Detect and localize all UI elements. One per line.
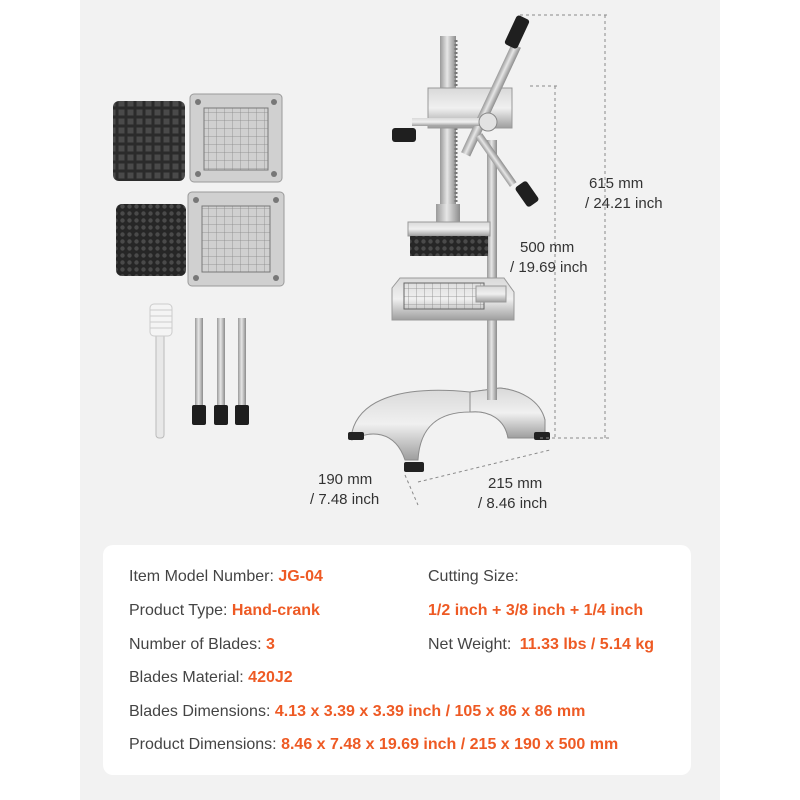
width-mm: 215 mm [488, 475, 543, 492]
spec-material [129, 668, 293, 688]
blade-grid-large [190, 94, 282, 182]
spec-blade-dims-value: 4.13 x 3.39 x 3.39 inch / 105 x 86 x 86 mm [274, 703, 586, 720]
spec-card [103, 545, 691, 775]
height-blade-inch: / 19.69 inch [510, 259, 588, 276]
height-blade-label [510, 238, 588, 278]
height-blade-mm: 500 mm [520, 239, 575, 256]
blade-grid-small [188, 192, 284, 286]
spec-type-value: Hand-crank [231, 602, 320, 619]
spec-type-label: Product Type: [129, 602, 228, 619]
height-total-mm: 615 mm [589, 175, 644, 192]
spare-legs [192, 318, 249, 425]
spec-material-label: Blades Material: [129, 669, 244, 686]
spec-type [129, 601, 320, 621]
spec-model [129, 567, 323, 587]
height-total-label [585, 174, 663, 214]
spec-cutting-value: 1/2 inch + 3/8 inch + 1/4 inch [428, 602, 644, 619]
spec-weight [428, 635, 654, 655]
spec-product-dims [129, 735, 618, 755]
spec-blade-dims-label: Blades Dimensions: [129, 703, 271, 720]
width-inch: / 8.46 inch [478, 495, 548, 512]
push-block-small [116, 204, 186, 276]
width-label [478, 474, 547, 514]
spec-product-dims-label: Product Dimensions: [129, 736, 277, 753]
spec-model-value: JG-04 [278, 568, 323, 585]
spec-blades-value: 3 [265, 636, 275, 653]
spec-model-label: Item Model Number: [129, 568, 274, 585]
spec-cutting-label: Cutting Size: [428, 568, 519, 585]
depth-mm: 190 mm [318, 471, 373, 488]
spec-blades [129, 635, 275, 655]
height-total-inch: / 24.21 inch [585, 195, 663, 212]
spec-cutting-label-row [428, 567, 519, 587]
spec-material-value: 420J2 [248, 669, 293, 686]
spec-product-dims-value: 8.46 x 7.48 x 19.69 inch / 215 x 190 x 500 mm [281, 736, 619, 753]
push-block-large [113, 101, 185, 181]
depth-inch: / 7.48 inch [310, 491, 380, 508]
depth-label [310, 470, 379, 510]
spec-blade-dims [129, 702, 585, 722]
spec-weight-label: Net Weight: [428, 636, 512, 653]
cleaning-brush [150, 304, 172, 438]
spec-blades-label: Number of Blades: [129, 636, 262, 653]
spec-weight-value: 11.33 lbs / 5.14 kg [519, 636, 655, 653]
spec-cutting-value-row [428, 601, 643, 621]
